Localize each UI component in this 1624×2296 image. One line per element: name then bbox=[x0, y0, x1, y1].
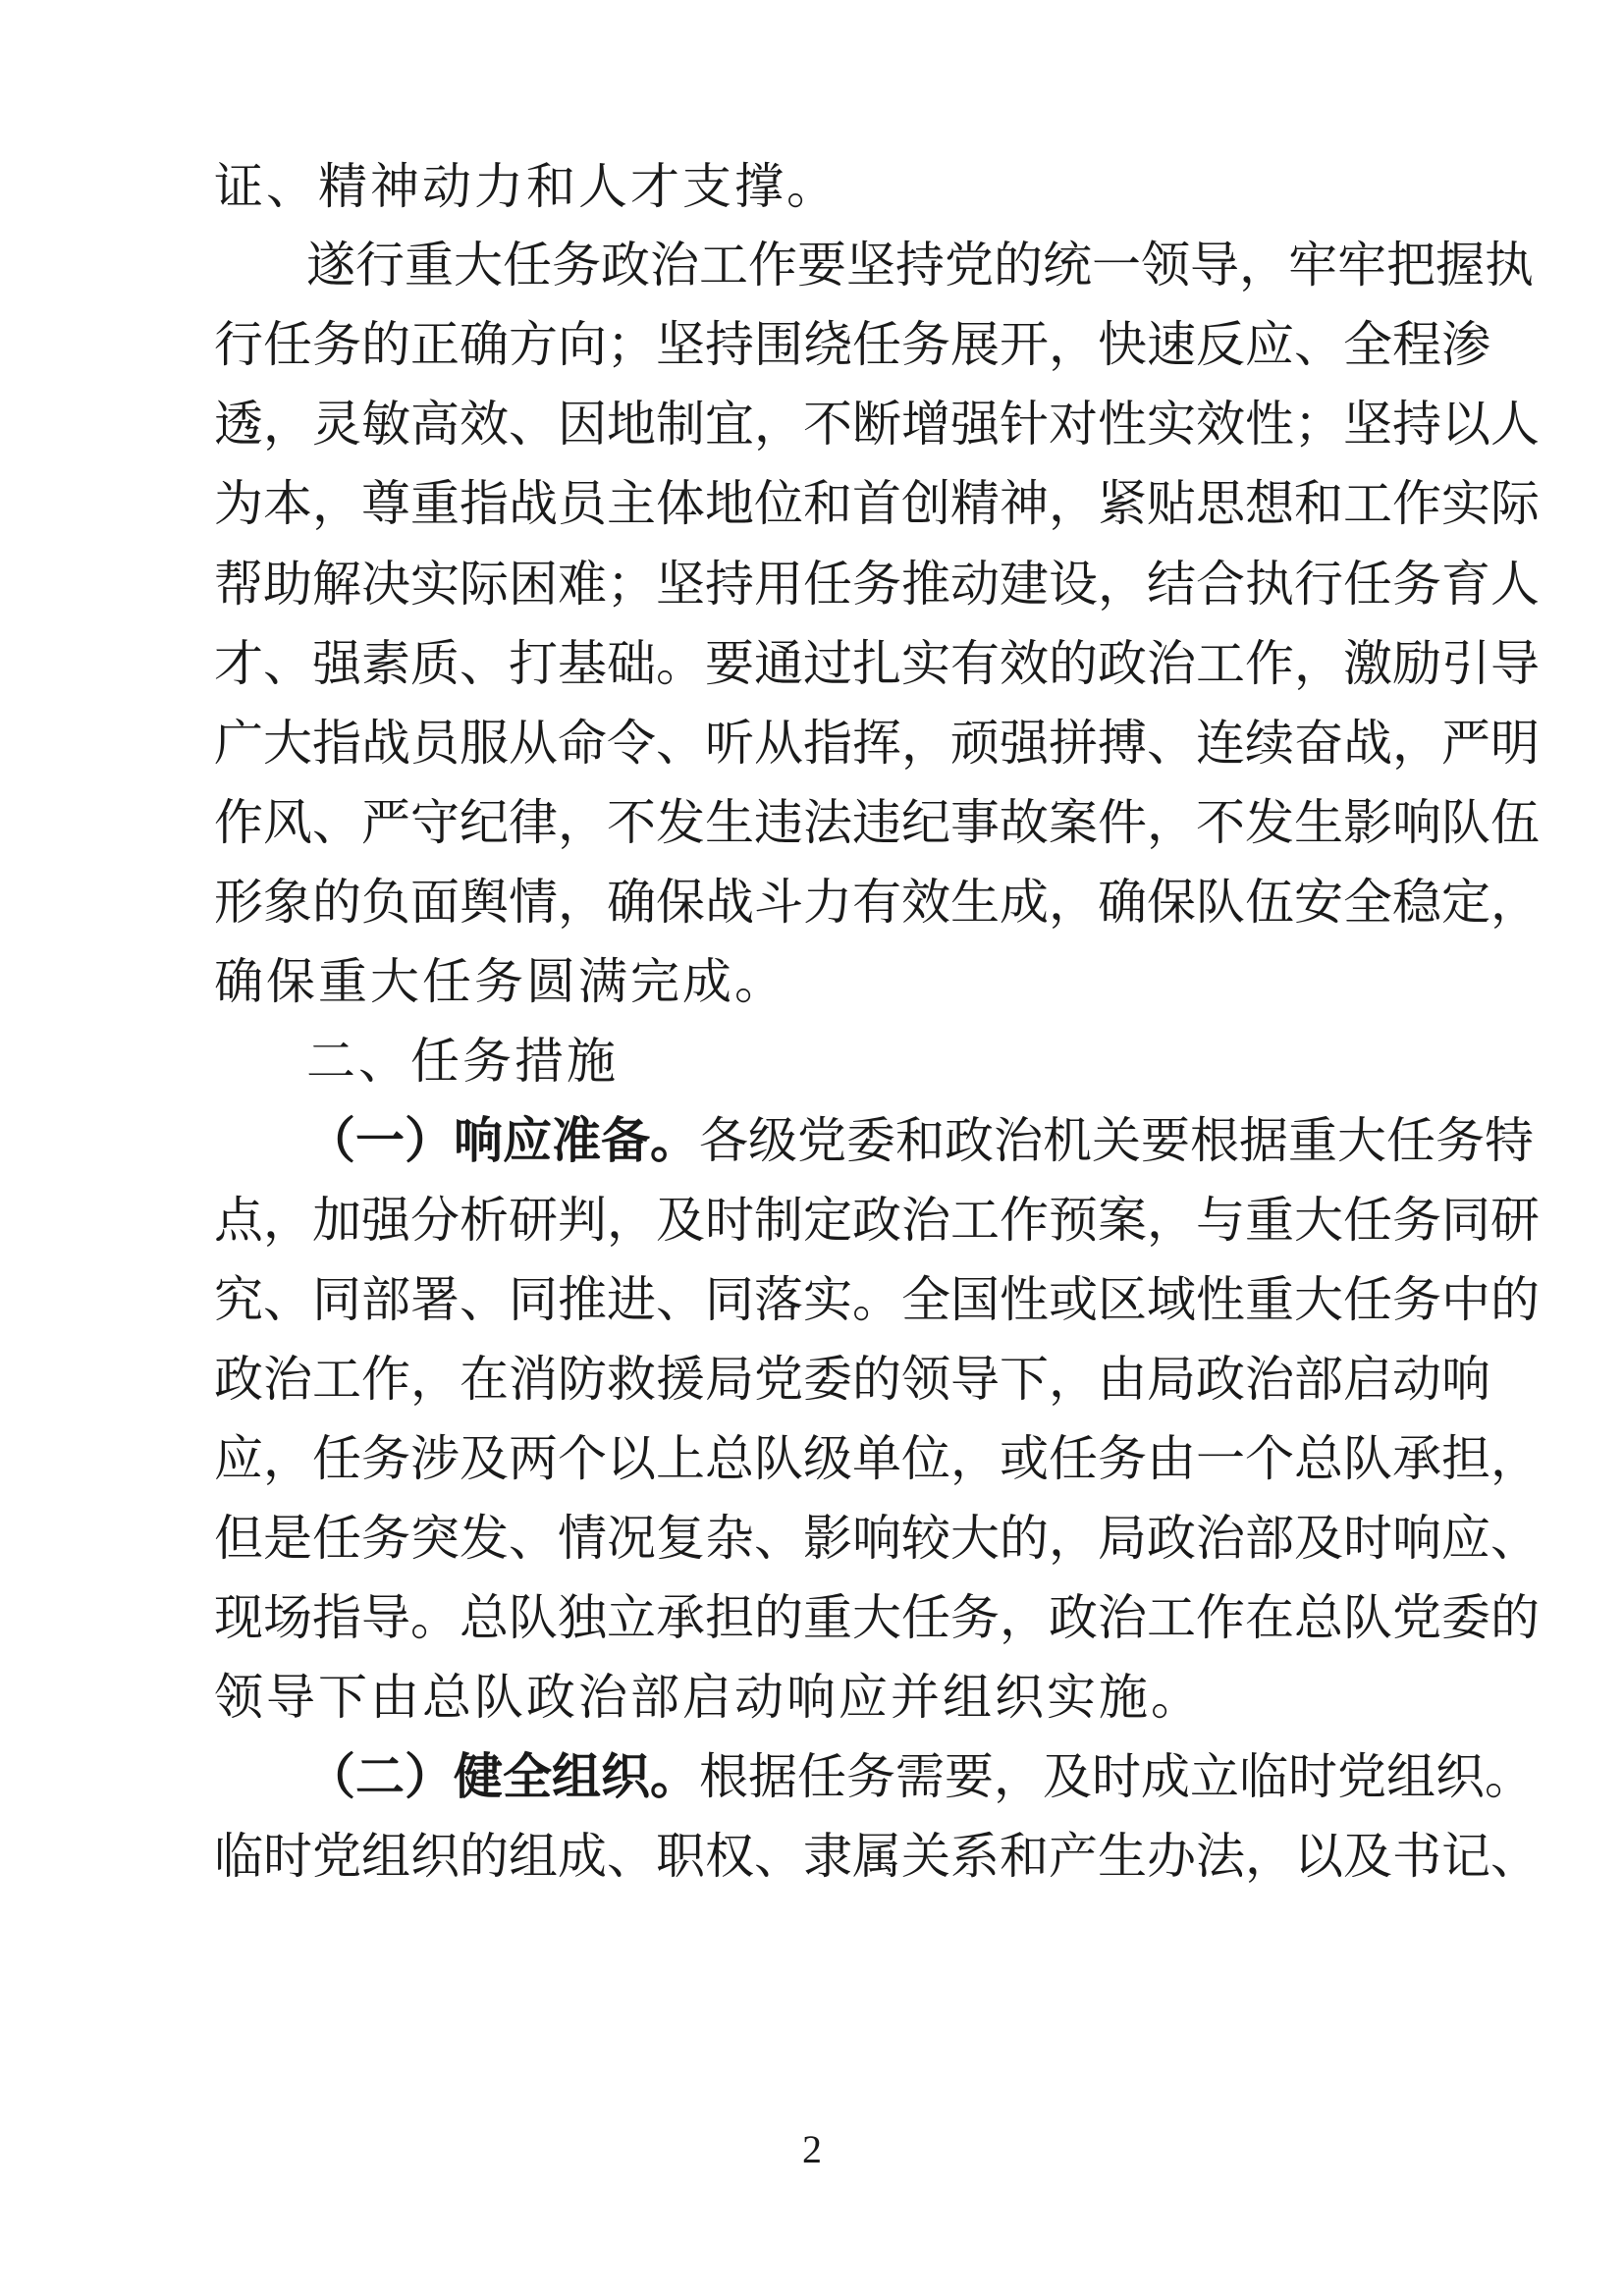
paragraph-text: 各级党委和政治机关要根据重大任务特 bbox=[699, 1112, 1534, 1169]
paragraph-line: 作风、严守纪律，不发生违法违纪事故案件，不发生影响队伍 bbox=[214, 794, 1540, 851]
paragraph-line: 遂行重大任务政治工作要坚持党的统一领导，牢牢把握执 bbox=[306, 237, 1534, 294]
paragraph-line: 现场指导。总队独立承担的重大任务，政治工作在总队党委的 bbox=[214, 1589, 1540, 1646]
section-heading: 二、任务措施 bbox=[306, 1033, 619, 1090]
paragraph-line: 领导下由总队政治部启动响应并组织实施。 bbox=[214, 1669, 1203, 1726]
paragraph-line: 但是任务突发、情况复杂、影响较大的，局政治部及时响应、 bbox=[214, 1510, 1540, 1567]
paragraph-line: 证、精神动力和人才支撑。 bbox=[214, 158, 839, 215]
subsection-heading: （二）健全组织。 bbox=[306, 1748, 699, 1805]
paragraph-line: 究、同部署、同推进、同落实。全国性或区域性重大任务中的 bbox=[214, 1271, 1540, 1328]
paragraph-line: 确保重大任务圆满完成。 bbox=[214, 953, 786, 1010]
paragraph-line: 广大指战员服从命令、听从指挥，顽强拼搏、连续奋战，严明 bbox=[214, 715, 1540, 772]
paragraph-line: 透，灵敏高效、因地制宜，不断增强针对性实效性；坚持以人 bbox=[214, 396, 1540, 453]
paragraph-line: 点，加强分析研判，及时制定政治工作预案，与重大任务同研 bbox=[214, 1192, 1540, 1249]
paragraph-line bbox=[306, 1111, 1534, 1170]
paragraph-line: 临时党组织的组成、职权、隶属关系和产生办法，以及书记、 bbox=[214, 1828, 1540, 1885]
subsection-heading: （一）响应准备。 bbox=[306, 1112, 699, 1169]
paragraph-line: 应，任务涉及两个以上总队级单位，或任务由一个总队承担， bbox=[214, 1430, 1540, 1487]
paragraph-line: 帮助解决实际困难；坚持用任务推动建设，结合执行任务育人 bbox=[214, 556, 1540, 613]
paragraph-line: 为本，尊重指战员主体地位和首创精神，紧贴思想和工作实际 bbox=[214, 475, 1540, 532]
paragraph-line: 行任务的正确方向；坚持围绕任务展开，快速反应、全程渗 bbox=[214, 316, 1490, 373]
paragraph-line: 形象的负面舆情，确保战斗力有效生成，确保队伍安全稳定， bbox=[214, 874, 1540, 931]
paragraph-line: 才、强素质、打基础。要通过扎实有效的政治工作，激励引导 bbox=[214, 635, 1540, 692]
paragraph-text: 根据任务需要，及时成立临时党组织。 bbox=[699, 1748, 1534, 1805]
paragraph-line bbox=[306, 1747, 1534, 1806]
paragraph-line: 政治工作，在消防救援局党委的领导下，由局政治部启动响 bbox=[214, 1351, 1490, 1408]
page-number: 2 bbox=[802, 2127, 822, 2171]
